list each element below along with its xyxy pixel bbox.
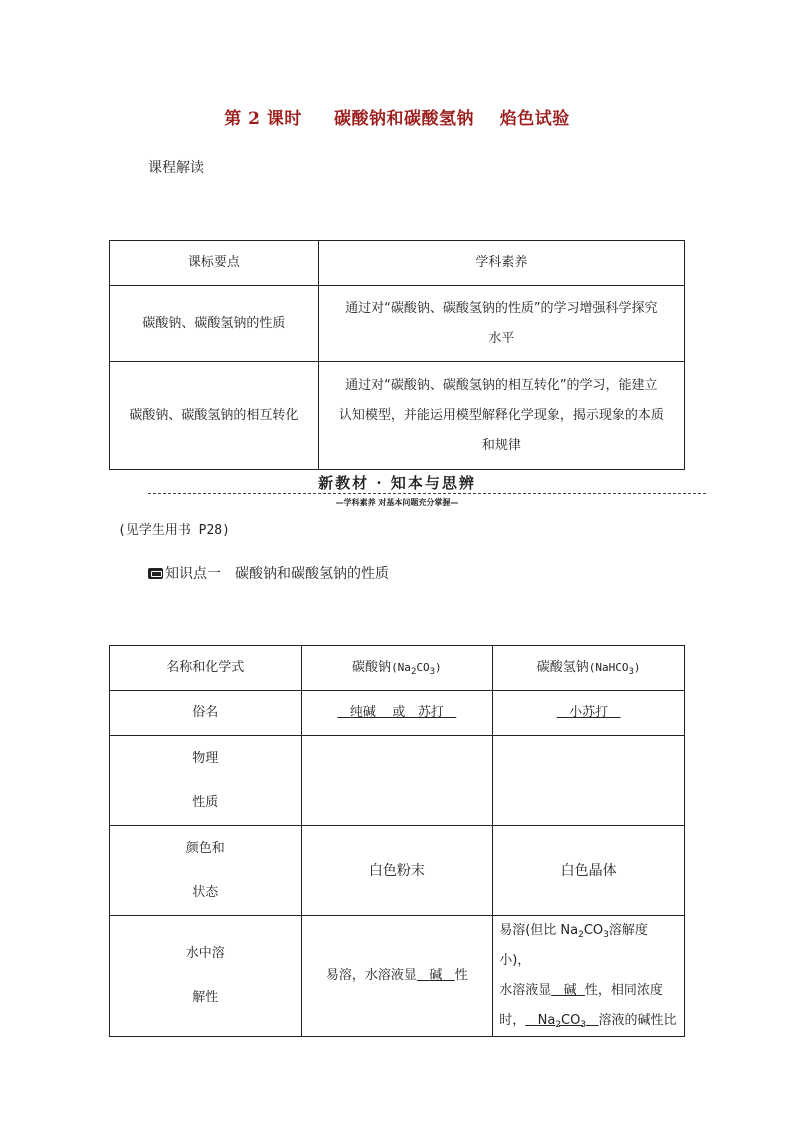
standard-point-cell: 碳酸钠、碳酸氢钠的性质: [110, 286, 319, 362]
table-row: [110, 826, 685, 916]
common-name-na2co3: [301, 691, 493, 736]
text-part: 时，: [499, 1013, 526, 1028]
lesson-number: 第 2 课时: [224, 109, 302, 129]
text-part: 溶解度小)，: [499, 923, 648, 968]
header-standard-points: 课标要点: [110, 241, 319, 286]
lesson-topic: 碳酸钠和碳酸氢钠: [334, 109, 475, 129]
section-banner-subtitle: —学科素养 对基本问题充分掌握—: [335, 498, 459, 507]
header-subject-literacy: 学科素养: [318, 241, 684, 286]
compound-name: 碳酸氢钠: [536, 660, 589, 675]
literacy-text-line: 通过对“碳酸钠、碳酸氢钠的性质”的学习增强科学探究: [345, 300, 658, 316]
answer-text: CO: [561, 1013, 581, 1028]
literacy-cell: [318, 362, 684, 470]
properties-table: [109, 645, 685, 1037]
row-label-common-name: 俗名: [110, 691, 302, 736]
empty-cell: [301, 736, 493, 826]
book-icon: [148, 568, 163, 579]
answer-text: 碱: [563, 983, 577, 998]
literacy-text-line: 水平: [488, 330, 515, 346]
answer-blank: [525, 1013, 598, 1028]
table-row: [110, 736, 685, 826]
text-part: CO: [583, 923, 604, 938]
formula-subscript: 3: [580, 1020, 587, 1030]
formula-part: (Na: [391, 661, 411, 674]
text-part: 水溶液显: [499, 983, 552, 998]
knowledge-point-label: 知识点一: [165, 566, 221, 582]
lesson-subtopic: 焰色试验: [499, 109, 570, 129]
table-row: [110, 362, 685, 470]
solubility-line: [499, 916, 678, 976]
answer-text: Na: [537, 1013, 556, 1028]
answer-text: 小苏打: [569, 705, 609, 720]
formula-part: ): [633, 661, 641, 674]
formula-subscript: 3: [628, 667, 634, 677]
text-part: 易溶(但比 Na: [499, 923, 579, 938]
answer-text: 碱: [429, 968, 443, 983]
answer-text: 苏打: [417, 705, 444, 720]
table-row: [110, 691, 685, 736]
table-row: [110, 916, 685, 1037]
label-line: 性质: [192, 794, 219, 810]
formula-part: ): [435, 661, 442, 674]
knowledge-point-heading: [148, 563, 389, 583]
label-line: 颜色和: [185, 840, 225, 856]
answer-text: 易溶，水溶液显: [325, 968, 417, 983]
literacy-text-line: 和规律: [481, 437, 521, 453]
standard-point-cell: 碳酸钠、碳酸氢钠的相互转化: [110, 362, 319, 470]
formula-part: (NaHCO: [588, 661, 629, 674]
answer-blank: [417, 968, 455, 983]
compound-name: 碳酸钠: [352, 660, 392, 675]
banner-divider: [148, 493, 706, 494]
formula-part: CO: [416, 661, 430, 674]
section-banner-title: 新教材 · 知本与思辨: [318, 474, 476, 492]
course-standards-table: [109, 240, 685, 470]
formula-subscript: 3: [603, 930, 609, 940]
answer-blank: [557, 705, 621, 720]
row-label-physical-properties: [110, 736, 302, 826]
solubility-line: [499, 1006, 678, 1036]
formula-subscript: 2: [410, 667, 417, 677]
formula-subscript: 2: [578, 930, 584, 940]
answer-blank: [551, 983, 585, 998]
lesson-title: [0, 104, 794, 129]
literacy-text-line: 认知模型，并能运用模型解释化学现象，揭示现象的本质: [338, 407, 664, 423]
header-sodium-carbonate: [301, 646, 493, 691]
solubility-na2co3: [301, 916, 493, 1037]
row-label-color-state: [110, 826, 302, 916]
table-header-row: [110, 646, 685, 691]
answer-text: 纯碱: [349, 705, 376, 720]
label-line: 物理: [192, 750, 219, 766]
table-row: [110, 286, 685, 362]
text-part: 溶液的碱性比: [598, 1013, 677, 1028]
common-name-nahco3: [493, 691, 685, 736]
knowledge-point-title: 碳酸钠和碳酸氢钠的性质: [235, 566, 389, 582]
header-sodium-bicarbonate: [493, 646, 685, 691]
solubility-line: [499, 976, 678, 1006]
label-line: 水中溶: [185, 946, 225, 961]
table-header-row: [110, 241, 685, 286]
text-part: 性，相同浓度: [584, 983, 663, 998]
header-name-formula: 名称和化学式: [110, 646, 302, 691]
answer-text: 性: [454, 968, 468, 983]
literacy-text-line: 通过对“碳酸钠、碳酸氢钠的相互转化”的学习，能建立: [345, 377, 658, 393]
label-line: 状态: [192, 884, 219, 900]
course-interpretation-label: 课程解读: [148, 160, 204, 176]
answer-text: 或: [392, 705, 406, 720]
empty-cell: [493, 736, 685, 826]
solubility-nahco3: [493, 916, 685, 1037]
literacy-cell: [318, 286, 684, 362]
answer-blank: [337, 705, 456, 720]
color-state-na2co3: 白色粉末: [301, 826, 493, 916]
formula-subscript: 2: [555, 1020, 562, 1030]
row-label-solubility: [110, 916, 302, 1037]
label-line: 解性: [192, 990, 219, 1005]
student-book-reference: (见学生用书 P28): [118, 523, 230, 538]
color-state-nahco3: 白色晶体: [493, 826, 685, 916]
formula-subscript: 3: [429, 667, 436, 677]
